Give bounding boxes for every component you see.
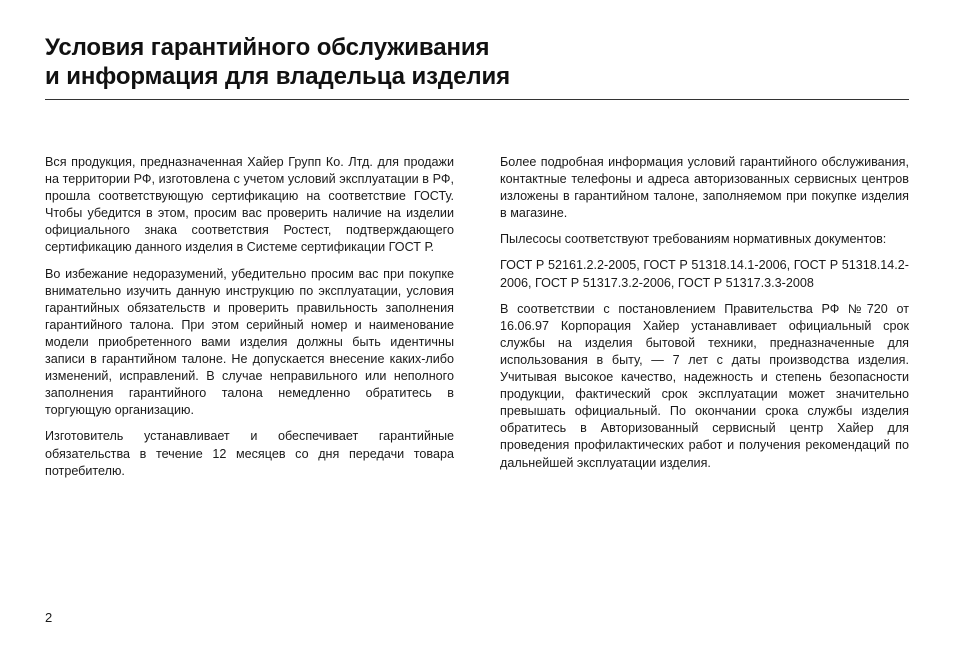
paragraph-warranty-period: Изготовитель устанавливает и обеспечивает гарантийные обязательства в течение 12 месяцев со дня передачи товара потребителю. xyxy=(45,429,454,478)
paragraph-gost-list: ГОСТ Р 52161.2.2-2005, ГОСТ Р 51318.14.1-2006, ГОСТ Р 51318.14.2-2006, ГОСТ Р 51317.3.2-2006, ГОСТ Р 51317.3.3-2008 xyxy=(500,258,909,290)
paragraph-instructions: Во избежание недоразумений, убедительно просим вас при покупке внимательно изучить данную инструкцию по эксплуатации, условия гарантийных обязательств и проверить правильность заполнения гарантийного талона. При этом серийный номер и наименование модели приобретенного вами изделия должны быть идентичны записи в гарантийном талоне. Не допускается внесение каких-либо изменений, исправлений. В случае неправильного или неполного заполнения гарантийного талона немедленно обратитесь в торгующую организацию. xyxy=(45,266,454,418)
paragraph-service-life: В соответствии с постановлением Правительства РФ №720 от 16.06.97 Корпорация Хайер устанавливает официальный срок службы на изделия бытовой техники, предназначенные для использования в быту, — 7 лет с даты производства изделия. Учитывая высокое качество, надежность и степень безопасности продукции, фактический срок эксплуатации может значительно превышать официальный. По окончании срока службы изделия обратитесь в Авторизованный сервисный центр Хайер для проведения профилактических работ и получения рекомендаций по дальнейшей эксплуатации изделия. xyxy=(500,301,909,470)
page-number: 2 xyxy=(45,610,53,625)
page-title-line-2: и информация для владельца изделия xyxy=(45,63,511,90)
title-divider xyxy=(45,99,909,100)
left-column xyxy=(45,154,454,489)
paragraph-service-info: Более подробная информация условий гарантийного обслуживания, контактные телефоны и адреса авторизованных сервисных центров изложены в гарантийном талоне, заполняемом при покупке изделия в магазине. xyxy=(500,155,909,221)
paragraph-standards-intro: Пылесосы соответствуют требованиям нормативных документов: xyxy=(500,232,887,247)
page-title xyxy=(45,33,911,91)
page-title-line-1: Условия гарантийного обслуживания xyxy=(45,34,490,61)
right-column xyxy=(500,154,909,481)
paragraph-certification: Вся продукция, предназначенная Хайер Групп Ко. Лтд. для продажи на территории РФ, изготовлена с учетом условий эксплуатации в РФ, прошла соответствующую сертификацию на соответствие ГОСТу. Чтобы убедится в этом, просим вас проверить наличие на изделии официального знака соответствия Ростест, подтверждающего сертификацию данного изделия в Системе сертификации ГОСТ Р. xyxy=(45,155,454,255)
